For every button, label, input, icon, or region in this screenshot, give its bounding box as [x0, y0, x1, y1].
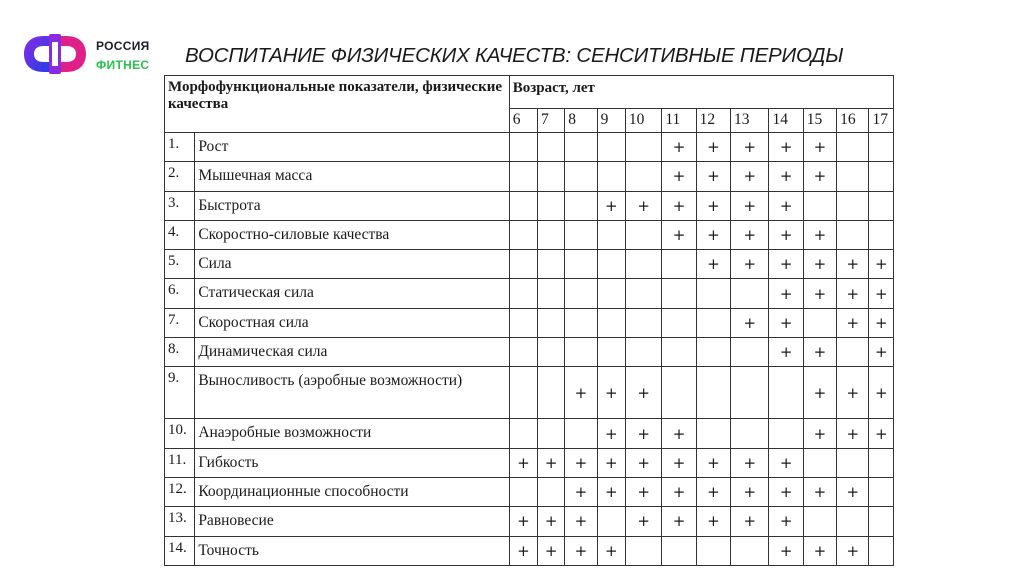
period-mark-cell: + [625, 367, 661, 419]
age-header-cell: 10 [625, 109, 661, 133]
row-number: 6. [165, 279, 195, 308]
period-mark-cell: + [731, 308, 769, 337]
period-mark-cell: + [803, 419, 836, 448]
period-mark-cell: + [597, 191, 625, 220]
period-mark-cell: + [837, 308, 869, 337]
table-row [165, 338, 894, 367]
period-mark-cell [696, 419, 730, 448]
quality-name: Выносливость (аэробные возможности) [195, 367, 509, 419]
period-mark-cell: + [696, 250, 730, 279]
quality-name: Мышечная масса [195, 162, 509, 191]
quality-name: Рост [195, 133, 509, 162]
period-mark-cell: + [869, 279, 894, 308]
period-mark-cell: + [696, 133, 730, 162]
period-mark-cell: + [662, 162, 696, 191]
page-title: ВОСПИТАНИЕ ФИЗИЧЕСКИХ КАЧЕСТВ: СЕНСИТИВНЫЕ ПЕРИОДЫ [185, 44, 844, 67]
table-row [165, 507, 894, 536]
age-header-cell: 12 [696, 109, 730, 133]
period-mark-cell [869, 220, 894, 249]
period-mark-cell: + [696, 448, 730, 477]
period-mark-cell: + [538, 448, 565, 477]
row-number: 2. [165, 162, 195, 191]
table-row [165, 250, 894, 279]
period-mark-cell: + [837, 279, 869, 308]
table-row [165, 133, 894, 162]
period-mark-cell [696, 279, 730, 308]
period-mark-cell [509, 477, 537, 506]
age-header-cell: 11 [662, 109, 696, 133]
period-mark-cell [565, 338, 597, 367]
age-header-cell: 17 [869, 109, 894, 133]
header-age: Возраст, лет [509, 76, 893, 109]
period-mark-cell [731, 279, 769, 308]
period-mark-cell [869, 477, 894, 506]
period-mark-cell [538, 279, 565, 308]
period-mark-cell [565, 133, 597, 162]
table-row [165, 308, 894, 337]
period-mark-cell [731, 338, 769, 367]
period-mark-cell: + [803, 279, 836, 308]
period-mark-cell: + [731, 162, 769, 191]
period-mark-cell [509, 250, 537, 279]
logo-text-line1: РОССИЯ [96, 39, 150, 53]
period-mark-cell: + [769, 308, 803, 337]
period-mark-cell: + [769, 279, 803, 308]
period-mark-cell: + [662, 507, 696, 536]
period-mark-cell: + [696, 162, 730, 191]
period-mark-cell [837, 162, 869, 191]
row-number: 9. [165, 367, 195, 419]
table-row [165, 162, 894, 191]
quality-name: Скоростная сила [195, 308, 509, 337]
period-mark-cell: + [662, 191, 696, 220]
period-mark-cell: + [662, 448, 696, 477]
age-header-cell: 15 [803, 109, 836, 133]
period-mark-cell: + [869, 367, 894, 419]
period-mark-cell: + [625, 507, 661, 536]
period-mark-cell [869, 536, 894, 565]
period-mark-cell [597, 507, 625, 536]
period-mark-cell: + [625, 448, 661, 477]
period-mark-cell: + [696, 220, 730, 249]
period-mark-cell [509, 419, 537, 448]
period-mark-cell: + [769, 162, 803, 191]
period-mark-cell: + [625, 477, 661, 506]
russia-fitness-logo-icon [22, 32, 88, 76]
quality-name: Быстрота [195, 191, 509, 220]
period-mark-cell [509, 162, 537, 191]
table-row [165, 279, 894, 308]
period-mark-cell [538, 133, 565, 162]
period-mark-cell [803, 308, 836, 337]
row-number: 3. [165, 191, 195, 220]
period-mark-cell [509, 308, 537, 337]
period-mark-cell: + [538, 507, 565, 536]
period-mark-cell: + [538, 536, 565, 565]
period-mark-cell [662, 250, 696, 279]
period-mark-cell: + [869, 419, 894, 448]
period-mark-cell [837, 448, 869, 477]
period-mark-cell: + [837, 477, 869, 506]
period-mark-cell [538, 308, 565, 337]
table-row [165, 191, 894, 220]
period-mark-cell [597, 338, 625, 367]
brand-logo[interactable] [22, 32, 162, 76]
row-number: 1. [165, 133, 195, 162]
row-number: 8. [165, 338, 195, 367]
period-mark-cell [731, 536, 769, 565]
period-mark-cell [565, 250, 597, 279]
period-mark-cell [538, 367, 565, 419]
period-mark-cell: + [769, 220, 803, 249]
period-mark-cell [625, 279, 661, 308]
period-mark-cell: + [565, 367, 597, 419]
period-mark-cell: + [837, 419, 869, 448]
row-number: 12. [165, 477, 195, 506]
period-mark-cell [509, 279, 537, 308]
period-mark-cell: + [803, 162, 836, 191]
period-mark-cell: + [803, 133, 836, 162]
row-number: 5. [165, 250, 195, 279]
period-mark-cell: + [597, 448, 625, 477]
period-mark-cell [625, 338, 661, 367]
period-mark-cell [565, 220, 597, 249]
period-mark-cell [597, 279, 625, 308]
period-mark-cell: + [803, 250, 836, 279]
period-mark-cell: + [662, 419, 696, 448]
period-mark-cell: + [625, 191, 661, 220]
period-mark-cell [769, 419, 803, 448]
table-row [165, 220, 894, 249]
period-mark-cell [662, 536, 696, 565]
period-mark-cell [538, 191, 565, 220]
period-mark-cell [509, 191, 537, 220]
period-mark-cell: + [869, 308, 894, 337]
period-mark-cell: + [625, 419, 661, 448]
period-mark-cell [662, 279, 696, 308]
period-mark-cell: + [769, 250, 803, 279]
period-mark-cell [731, 419, 769, 448]
period-mark-cell: + [731, 477, 769, 506]
period-mark-cell: + [597, 419, 625, 448]
period-mark-cell [625, 162, 661, 191]
period-mark-cell [625, 536, 661, 565]
period-mark-cell [869, 162, 894, 191]
period-mark-cell [509, 338, 537, 367]
period-mark-cell: + [509, 536, 537, 565]
period-mark-cell: + [731, 250, 769, 279]
period-mark-cell [803, 191, 836, 220]
period-mark-cell [538, 419, 565, 448]
period-mark-cell [696, 308, 730, 337]
period-mark-cell [869, 191, 894, 220]
table-row [165, 419, 894, 448]
period-mark-cell: + [769, 133, 803, 162]
period-mark-cell: + [731, 220, 769, 249]
period-mark-cell: + [803, 536, 836, 565]
period-mark-cell: + [696, 191, 730, 220]
period-mark-cell: + [597, 367, 625, 419]
period-mark-cell: + [731, 133, 769, 162]
period-mark-cell [869, 133, 894, 162]
quality-name: Статическая сила [195, 279, 509, 308]
period-mark-cell [662, 367, 696, 419]
table-row [165, 448, 894, 477]
period-mark-cell [597, 162, 625, 191]
period-mark-cell: + [769, 338, 803, 367]
period-mark-cell [696, 338, 730, 367]
age-header-cell: 16 [837, 109, 869, 133]
period-mark-cell [597, 308, 625, 337]
period-mark-cell: + [696, 477, 730, 506]
period-mark-cell: + [597, 477, 625, 506]
period-mark-cell [597, 133, 625, 162]
period-mark-cell: + [565, 507, 597, 536]
period-mark-cell [837, 507, 869, 536]
period-mark-cell [625, 220, 661, 249]
period-mark-cell [662, 338, 696, 367]
period-mark-cell: + [696, 507, 730, 536]
period-mark-cell [538, 250, 565, 279]
sensitive-periods-table [164, 75, 894, 566]
period-mark-cell: + [837, 367, 869, 419]
period-mark-cell [538, 220, 565, 249]
period-mark-cell: + [837, 250, 869, 279]
quality-name: Равновесие [195, 507, 509, 536]
period-mark-cell [662, 308, 696, 337]
period-mark-cell [565, 308, 597, 337]
period-mark-cell [538, 477, 565, 506]
period-mark-cell [837, 133, 869, 162]
period-mark-cell [597, 220, 625, 249]
period-mark-cell [869, 507, 894, 536]
period-mark-cell: + [769, 477, 803, 506]
period-mark-cell [625, 308, 661, 337]
age-header-cell: 6 [509, 109, 537, 133]
table-row [165, 477, 894, 506]
period-mark-cell: + [565, 477, 597, 506]
period-mark-cell [509, 220, 537, 249]
period-mark-cell: + [662, 477, 696, 506]
period-mark-cell: + [565, 448, 597, 477]
period-mark-cell [538, 162, 565, 191]
quality-name: Гибкость [195, 448, 509, 477]
period-mark-cell: + [803, 220, 836, 249]
age-header-cell: 7 [538, 109, 565, 133]
period-mark-cell [837, 338, 869, 367]
period-mark-cell [597, 250, 625, 279]
period-mark-cell: + [769, 507, 803, 536]
period-mark-cell: + [837, 536, 869, 565]
period-mark-cell: + [509, 507, 537, 536]
period-mark-cell [696, 367, 730, 419]
period-mark-cell [837, 220, 869, 249]
quality-name: Точность [195, 536, 509, 565]
table-row [165, 536, 894, 565]
period-mark-cell: + [731, 191, 769, 220]
period-mark-cell: + [869, 338, 894, 367]
row-number: 7. [165, 308, 195, 337]
period-mark-cell: + [769, 191, 803, 220]
period-mark-cell [509, 367, 537, 419]
row-number: 11. [165, 448, 195, 477]
period-mark-cell: + [769, 536, 803, 565]
row-number: 13. [165, 507, 195, 536]
period-mark-cell: + [803, 367, 836, 419]
period-mark-cell [625, 133, 661, 162]
period-mark-cell: + [597, 536, 625, 565]
header-indicators: Морфофункциональные показатели, физические качества [165, 76, 510, 133]
age-header-cell: 14 [769, 109, 803, 133]
age-header-cell: 9 [597, 109, 625, 133]
period-mark-cell: + [662, 220, 696, 249]
table-row [165, 367, 894, 419]
quality-name: Сила [195, 250, 509, 279]
period-mark-cell [565, 191, 597, 220]
period-mark-cell [565, 162, 597, 191]
period-mark-cell: + [803, 477, 836, 506]
period-mark-cell [803, 507, 836, 536]
quality-name: Анаэробные возможности [195, 419, 509, 448]
period-mark-cell: + [803, 338, 836, 367]
period-mark-cell [625, 250, 661, 279]
period-mark-cell: + [731, 448, 769, 477]
quality-name: Скоростно-силовые качества [195, 220, 509, 249]
period-mark-cell: + [769, 448, 803, 477]
age-header-cell: 13 [731, 109, 769, 133]
period-mark-cell: + [662, 133, 696, 162]
period-mark-cell [837, 191, 869, 220]
row-number: 4. [165, 220, 195, 249]
period-mark-cell [538, 338, 565, 367]
row-number: 10. [165, 419, 195, 448]
period-mark-cell [731, 367, 769, 419]
period-mark-cell [769, 367, 803, 419]
quality-name: Динамическая сила [195, 338, 509, 367]
quality-name: Координационные способности [195, 477, 509, 506]
logo-text-line2: ФИТНЕС [96, 58, 150, 72]
period-mark-cell [803, 448, 836, 477]
period-mark-cell: + [869, 250, 894, 279]
period-mark-cell: + [731, 507, 769, 536]
row-number: 14. [165, 536, 195, 565]
period-mark-cell [565, 419, 597, 448]
period-mark-cell [565, 279, 597, 308]
period-mark-cell [509, 133, 537, 162]
period-mark-cell [869, 448, 894, 477]
period-mark-cell [696, 536, 730, 565]
period-mark-cell: + [565, 536, 597, 565]
period-mark-cell: + [509, 448, 537, 477]
age-header-cell: 8 [565, 109, 597, 133]
